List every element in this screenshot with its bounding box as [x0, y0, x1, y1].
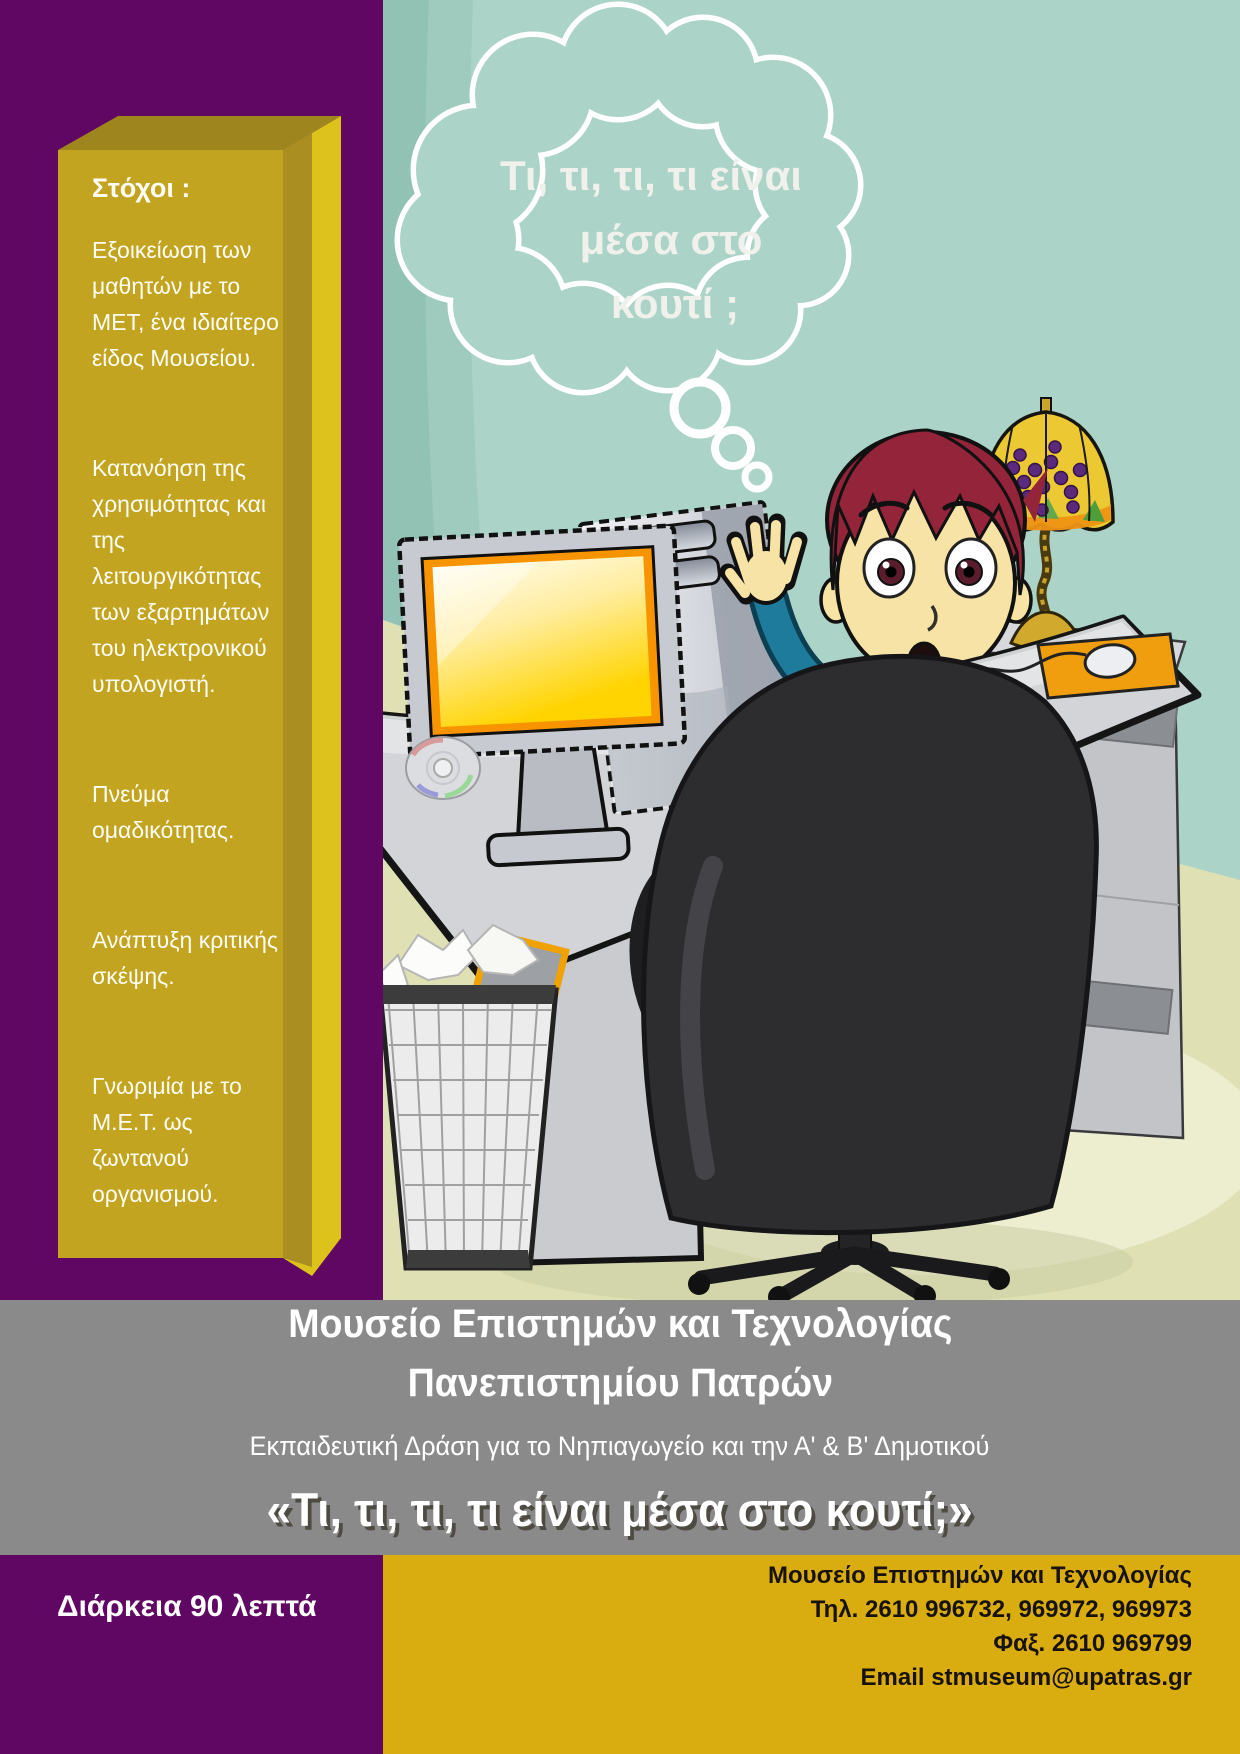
activity-title: «Τι, τι, τι, τι είναι μέσα στο κουτί;» — [266, 1483, 974, 1536]
contact-line: Email stmuseum@upatras.gr — [860, 1664, 1192, 1691]
monitor-neck — [513, 743, 608, 841]
contact-line: Μουσείο Επιστημών και Τεχνολογίας — [768, 1562, 1192, 1589]
bubble-tail-2 — [715, 430, 751, 466]
cabinet-handle — [1076, 980, 1172, 1033]
contact-block — [768, 1559, 1192, 1695]
goal-item: Κατανόηση της χρησιμότητας και της λειτουργικότητας των εξαρτημάτων του ηλεκτρονικού υπολογιστή. — [92, 455, 270, 697]
goal-item: Ανάπτυξη κριτικής σκέψης. — [92, 927, 278, 989]
basket-body — [383, 990, 556, 1268]
org-name-line2: Πανεπιστημίου Πατρών — [407, 1361, 833, 1405]
gray-band — [0, 1300, 1240, 1555]
bubble-line-2: μέσα στο — [579, 216, 763, 263]
cd-disc — [406, 737, 480, 799]
bubble-tail-3 — [745, 465, 769, 489]
goals-list — [92, 170, 290, 1286]
basket-rim — [383, 985, 556, 1004]
duration-label: Διάρκεια 90 λεπτά — [57, 1590, 317, 1623]
contact-line: Τηλ. 2610 996732, 969972, 969973 — [810, 1596, 1192, 1623]
bubble-line-3: κουτί ; — [610, 280, 740, 327]
goal-item: Πνεύμα ομαδικότητας. — [92, 781, 235, 843]
org-name-line1: Μουσείο Επιστημών και Τεχνολογίας — [287, 1302, 953, 1346]
chair-back — [644, 656, 1097, 1232]
monitor-foot — [488, 828, 629, 865]
goal-item: Γνωριμία με το Μ.Ε.Τ. ως ζωντανού οργανισμού. — [92, 1073, 242, 1207]
goal-item: Εξοικείωση των μαθητών με το ΜΕΤ, ένα ιδιαίτερο είδος Μουσείου. — [92, 237, 279, 371]
illustration — [383, 0, 1240, 1300]
activity-subtitle: Εκπαιδευτική Δράση για το Νηπιαγωγείο και την Α' & Β' Δημοτικού — [250, 1431, 990, 1461]
bubble-line-1: Τι, τι, τι, τι είναι — [500, 152, 802, 199]
bubble-tail-1 — [674, 382, 726, 434]
goals-title: Στόχοι : — [92, 173, 191, 203]
contact-line: Φαξ. 2610 969799 — [993, 1630, 1192, 1657]
scene-svg — [383, 0, 1240, 1300]
office-chair — [643, 656, 1096, 1300]
